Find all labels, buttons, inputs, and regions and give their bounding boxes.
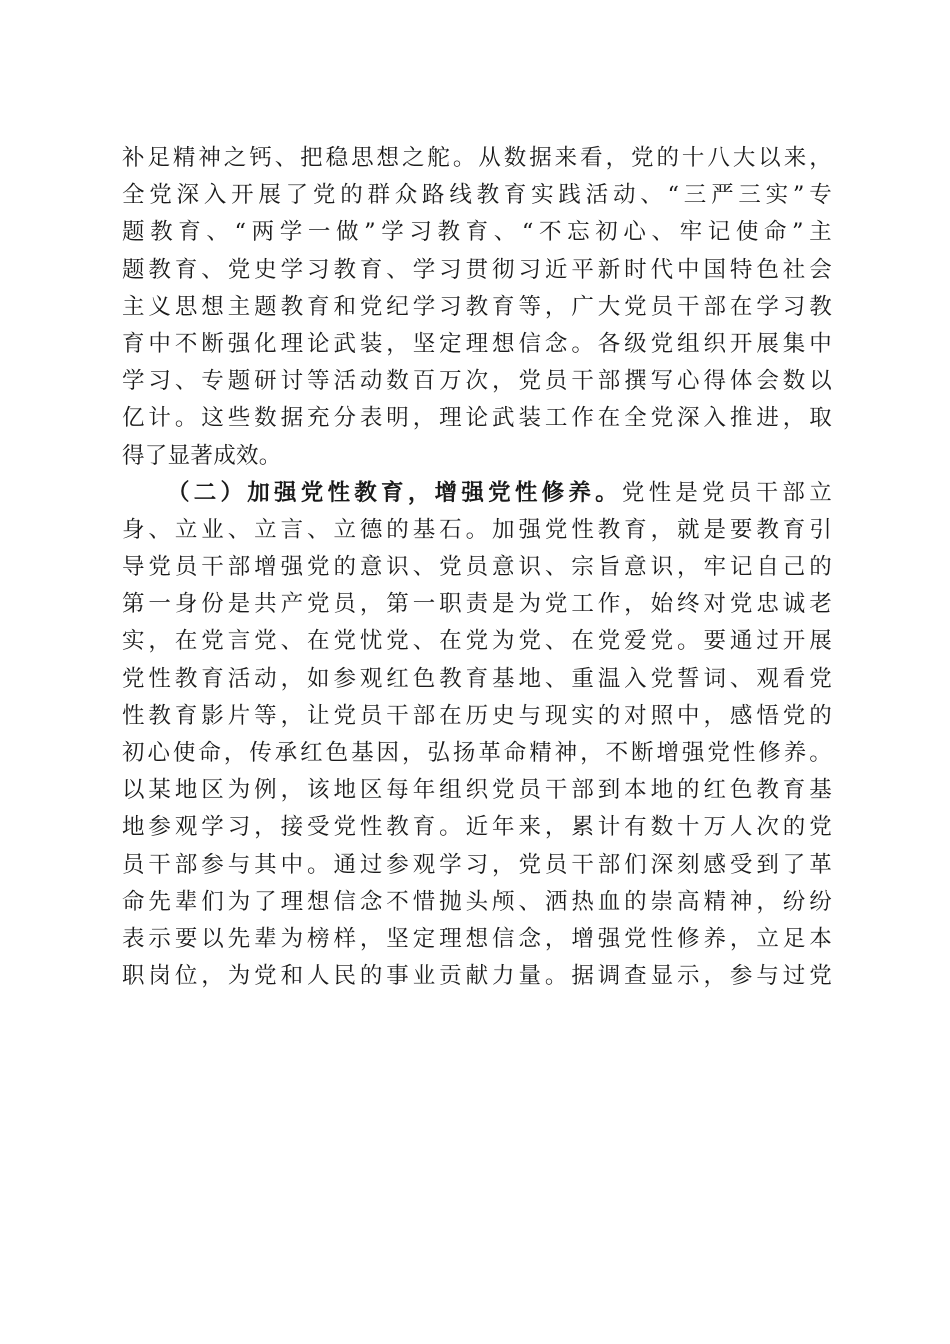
paragraph-2-first-line: [122, 475, 832, 512]
paragraph-1-line-1: 补足精神之钙、把稳思想之舵。从数据来看，党的十八大以来，: [122, 145, 832, 171]
paragraph-2-line-12: 命先辈们为了理想信念不惜抛头颅、洒热血的崇高精神，纷纷: [122, 888, 832, 915]
paragraph-1-line-7: 学习、专题研讨等活动数百万次，党员干部撰写心得体会数以: [122, 368, 832, 395]
paragraph-1-line-6: 育中不断强化理论武装，坚定理想信念。各级党组织开展集中: [122, 330, 832, 357]
paragraph-1-line-9: 得了显著成效。: [122, 442, 282, 469]
paragraph-2-line-2: 身、立业、立言、立德的基石。加强党性教育，就是要教育引: [122, 516, 832, 543]
paragraph-2-line-13: 表示要以先辈为榜样，坚定理想信念，增强党性修养，立足本: [122, 925, 832, 952]
paragraph-2-line-4: 第一身份是共产党员，第一职责是为党工作，始终对党忠诚老: [122, 591, 832, 618]
paragraph-2-line-8: 初心使命，传承红色基因，弘扬革命精神，不断增强党性修养。: [122, 740, 832, 766]
paragraph-1-line-3: 题教育、“两学一做”学习教育、“不忘初心、牢记使命”主: [122, 219, 832, 246]
paragraph-2-line-14: 职岗位，为党和人民的事业贡献力量。据调查显示，参与过党: [122, 963, 832, 990]
paragraph-2-line-9: 以某地区为例，该地区每年组织党员干部到本地的红色教育基: [122, 777, 832, 804]
section-heading: （二）加强党性教育，增强党性修养。: [167, 479, 622, 506]
body-text: [122, 140, 832, 995]
paragraph-2-line-11: 员干部参与其中。通过参观学习，党员干部们深刻感受到了革: [122, 851, 832, 878]
paragraph-2-line-6: 党性教育活动，如参观红色教育基地、重温入党誓词、观看党: [122, 665, 832, 692]
paragraph-2-line-5: 实，在党言党、在党忧党、在党为党、在党爱党。要通过开展: [122, 628, 832, 655]
paragraph-2-line-3: 导党员干部增强党的意识、党员意识、宗旨意识，牢记自己的: [122, 554, 832, 581]
paragraph-2-line-10: 地参观学习，接受党性教育。近年来，累计有数十万人次的党: [122, 814, 832, 841]
paragraph-2-line-7: 性教育影片等，让党员干部在历史与现实的对照中，感悟党的: [122, 702, 832, 729]
paragraph-1-line-4: 题教育、党史学习教育、学习贯彻习近平新时代中国特色社会: [122, 256, 832, 283]
paragraph-1-line-2: 全党深入开展了党的群众路线教育实践活动、“三严三实”专: [122, 182, 832, 209]
paragraph-2-first-line-text: 党性是党员干部立: [621, 479, 832, 506]
paragraph-1-line-8: 亿计。这些数据充分表明，理论武装工作在全党深入推进，取: [122, 405, 832, 432]
paragraph-1-line-5: 主义思想主题教育和党纪学习教育等，广大党员干部在学习教: [122, 293, 832, 320]
